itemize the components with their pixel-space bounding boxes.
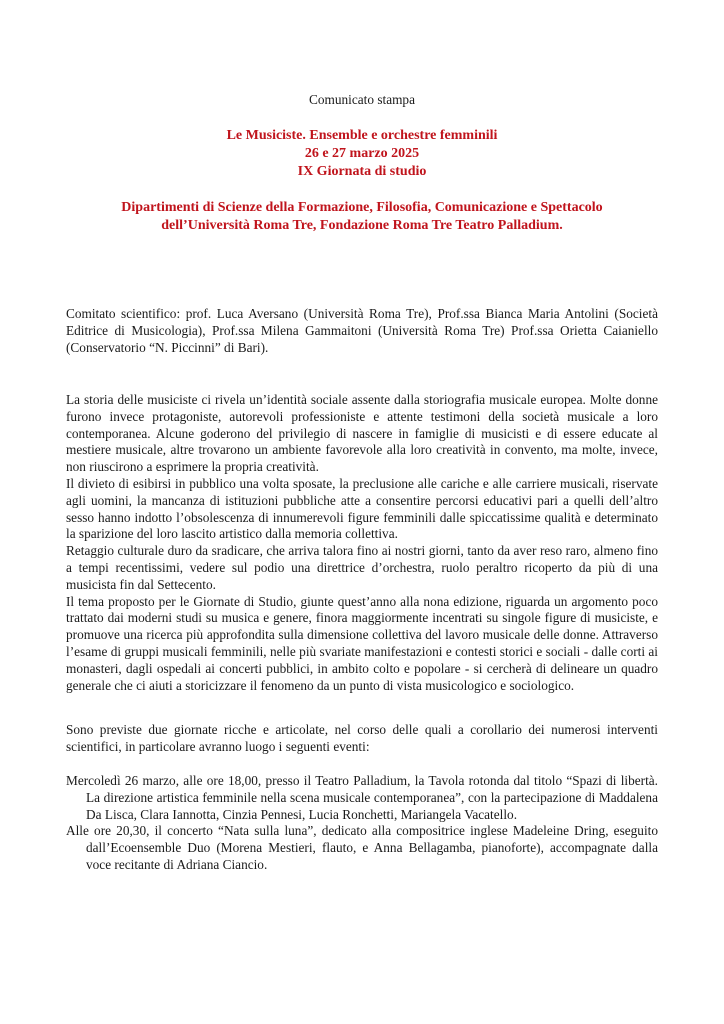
events-intro: Sono previste due giornate ricche e articolate, nel corso delle quali a corollario dei numerosi interventi scientifici, in particolare avranno luogo i seguenti eventi: bbox=[66, 722, 658, 754]
event-edition: IX Giornata di studio bbox=[297, 164, 427, 179]
body-paragraph: Il divieto di esibirsi in pubblico una volta sposate, la preclusione alle cariche e alle carriere musicali, riservate agli uomini, la mancanza di istituzioni pubbliche atte a consentire percorsi educativi pari a quelli dell’altro sesso hanno indotto l’obsolescenza di innumerevoli figure femminili dalle spiccatissime qualità e determinato la sparizione del loro lascito artistico dalla memoria collettiva. bbox=[66, 475, 658, 542]
event-item: Alle ore 20,30, il concerto “Nata sulla luna”, dedicato alla compositrice inglese Madeleine Dring, eseguito dall’Ecoensemble Duo (Morena Mestieri, flauto, e Anna Bellagamba, pianoforte), accompagnate dalla voce recitante di Adriana Ciancio. bbox=[66, 823, 658, 872]
events-list bbox=[66, 773, 658, 874]
event-dates: 26 e 27 marzo 2025 bbox=[304, 146, 420, 161]
scientific-committee: Comitato scientifico: prof. Luca Aversano (Università Roma Tre), Prof.ssa Bianca Maria Antolini (Società Editrice di Musicologia), Prof.ssa Milena Gammaitoni (Università Roma Tre) Prof.ssa Orietta Caianiello (Conservatorio “N. Piccinni” di Bari). bbox=[66, 306, 658, 355]
body-text bbox=[66, 392, 658, 694]
body-paragraph: Il tema proposto per le Giornate di Studio, giunte quest’anno alla nona edizione, riguarda un argomento poco trattato dai moderni studi su musica e genere, finora maggiormente incentrati su singole figure di musiciste, e promuove una ricerca più approfondita sulla dimensione collettiva del lavoro musicale delle donne. Attraverso l’esame di gruppi musicali femminili, nelle più svariate manifestazioni e contesti storici e sociali - dalle corti ai monasteri, dagli ospedali ai concerti pubblici, in ambito colto e popolare - si cercherà di delineare un quadro generale che ci aiuti a storicizzare il fenomeno da un punto di vista musicologico e sociologico. bbox=[66, 593, 658, 693]
event-item: Mercoledì 26 marzo, alle ore 18,00, presso il Teatro Palladium, la Tavola rotonda dal titolo “Spazi di libertà. La direzione artistica femminile nella scena musicale contemporanea”, con la partecipazione di Maddalena Da Lisca, Clara Iannotta, Cinzia Pennesi, Lucia Ronchetti, Mariangela Vacatello. bbox=[66, 773, 658, 822]
organizers-line: Dipartimenti di Scienze della Formazione, Filosofia, Comunicazione e Spettacolo bbox=[121, 200, 603, 215]
body-paragraph: Retaggio culturale duro da sradicare, che arriva talora fino ai nostri giorni, tanto da aver reso raro, almeno fino a tempi recentissimi, vedere sul podio una direttrice d’orchestra, ruolo peraltro ricoperto da più di una musicista fin dal Settecento. bbox=[66, 543, 658, 592]
body-paragraph: La storia delle musiciste ci rivela un’identità sociale assente dalla storiografia musicale europea. Molte donne furono invece protagoniste, autorevoli professioniste e attente testimoni della società musicale a loro contemporanea. Alcune goderono del privilegio di nascere in famiglie di musicisti e di essere educate al mestiere musicale, altre trovarono un ambiente favorevole alla loro creatività in convento, ma molte, invece, non riuscirono a esprimere la propria creatività. bbox=[66, 392, 658, 475]
press-release-label: Comunicato stampa bbox=[309, 92, 415, 107]
organizers-line: dell’Università Roma Tre, Fondazione Roma Tre Teatro Palladium. bbox=[161, 218, 563, 233]
organizers-block bbox=[66, 199, 658, 235]
event-title-block bbox=[66, 127, 658, 181]
event-title: Le Musiciste. Ensemble e orchestre femminili bbox=[226, 128, 498, 143]
